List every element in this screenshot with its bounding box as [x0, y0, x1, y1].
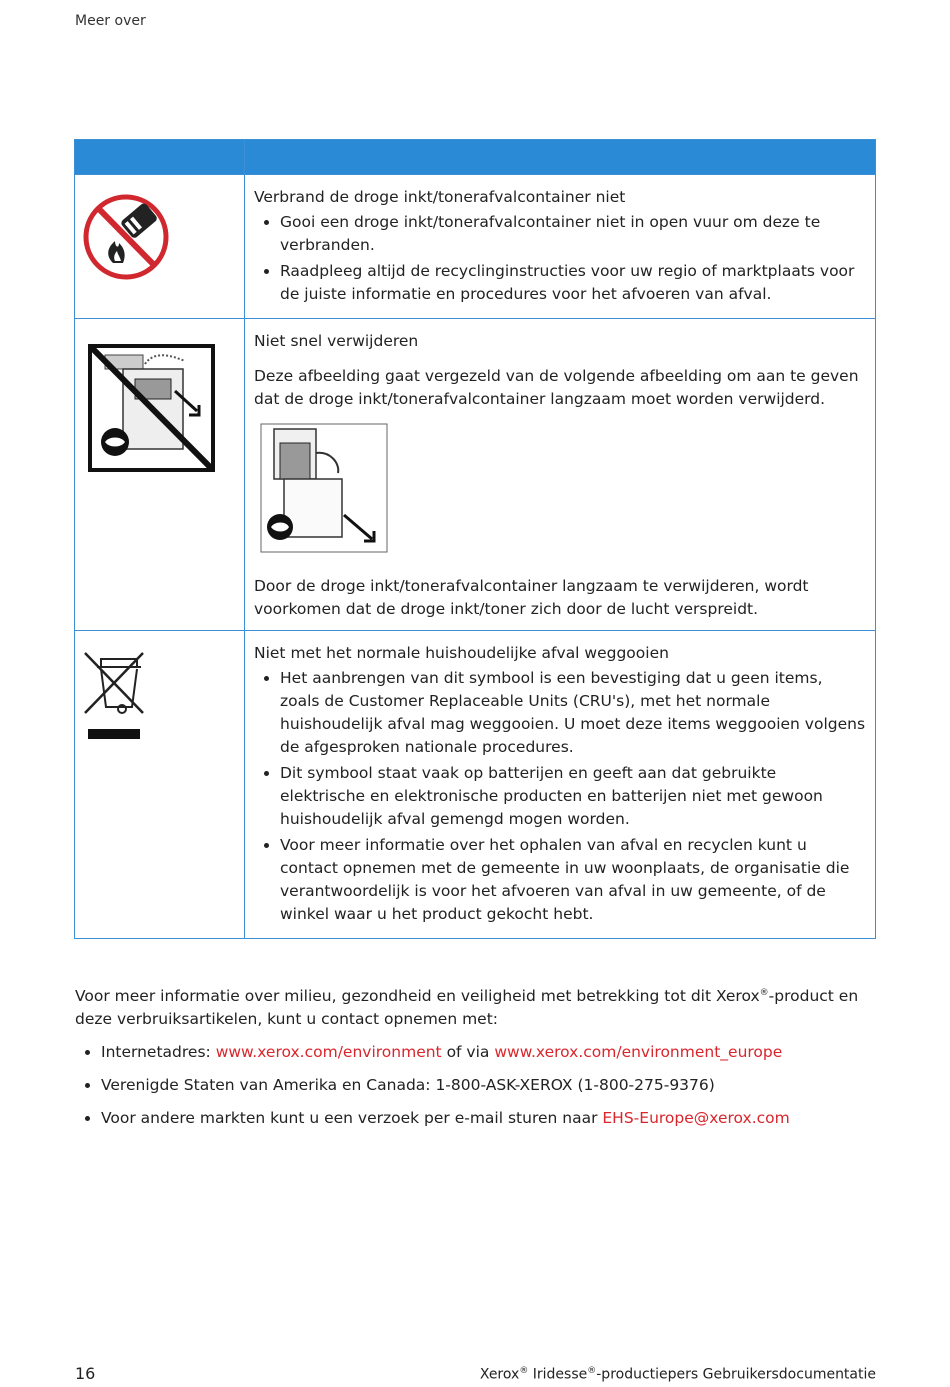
bullet-list [254, 667, 866, 926]
icon-cell [75, 319, 245, 631]
no-fire-icon [75, 175, 243, 288]
list-item: • Gooi een droge inkt/tonerafvalcontainer niet in open vuur om deze te verbranden. [280, 211, 866, 257]
document-title [480, 1366, 876, 1383]
icon-cell [75, 631, 245, 939]
weee-bin-icon [75, 631, 243, 751]
contact-intro [75, 982, 865, 1031]
list-item: • Dit symbool staat vaak op batterijen en geeft aan dat gebruikte elektrische en elektronische producten en batterijen niet met gewoon huishoudelijk afval gemengd mogen worden. [280, 762, 866, 831]
other-markets-label: Voor andere markten kunt u een verzoek per e-mail sturen naar [101, 1109, 603, 1128]
list-item: • Raadpleeg altijd de recyclinginstructies voor uw regio of marktplaats voor de juiste informatie en procedures voor het afvoeren van afval. [280, 260, 866, 306]
list-item: • Voor meer informatie over het ophalen van afval en recyclen kunt u contact opnemen met de gemeente in uw woonplaats, de organisatie die verantwoordelijk is voor het afvoeren van afval in uw gemeente, of de winkel waar u het product gekocht hebt. [280, 834, 866, 926]
description-cell [245, 319, 876, 631]
row-title: Verbrand de droge inkt/tonerafvalcontainer niet [254, 188, 626, 206]
registered-mark: ® [759, 988, 769, 998]
no-fast-removal-icon [75, 319, 243, 489]
environment-link[interactable]: www.xerox.com/environment [215, 1043, 442, 1062]
list-item [101, 1107, 865, 1130]
row-paragraph: Deze afbeelding gaat vergezeld van de volgende afbeelding om aan te geven dat de droge inkt/tonerafvalcontainer langzaam moet worden verwijderd. [254, 367, 859, 408]
table-row [75, 631, 876, 939]
contact-list [75, 1041, 865, 1130]
list-item: • Verenigde Staten van Amerika en Canada: 1-800-ASK-XEROX (1-800-275-9376) [101, 1074, 865, 1097]
registered-mark: ® [587, 1366, 597, 1376]
list-item [101, 1041, 865, 1064]
contact-section [75, 982, 865, 1140]
table-header-cell [245, 140, 876, 175]
link-separator: of via [441, 1043, 495, 1062]
slow-removal-icon [260, 423, 388, 553]
intro-text: Voor meer informatie over milieu, gezondheid en veiligheid met betrekking tot dit Xerox [75, 987, 760, 1006]
internet-label: Internetadres: [101, 1043, 216, 1062]
description-cell [245, 175, 876, 319]
icon-cell [75, 175, 245, 319]
environment-europe-link[interactable]: www.xerox.com/environment_europe [494, 1043, 783, 1062]
page-number: 16 [75, 1364, 96, 1383]
brand-text: Xerox [479, 1366, 520, 1383]
doc-type-text: -productiepers Gebruikersdocumentatie [596, 1366, 876, 1383]
row-title: Niet met het normale huishoudelijke afval weggooien [254, 644, 669, 662]
row-closing: Door de droge inkt/tonerafvalcontainer langzaam te verwijderen, wordt voorkomen dat de droge inkt/toner zich door de lucht verspreidt. [254, 577, 809, 618]
bullet-list [254, 211, 866, 306]
symbol-table [74, 139, 876, 939]
registered-mark: ® [519, 1366, 529, 1376]
description-cell [245, 631, 876, 939]
table-header-row [75, 140, 876, 175]
table-header-cell [75, 140, 245, 175]
row-title: Niet snel verwijderen [254, 332, 419, 350]
table-row [75, 175, 876, 319]
running-header: Meer over [75, 13, 146, 29]
product-text: Iridesse [528, 1366, 588, 1383]
table-row [75, 319, 876, 631]
intro-text: -product en deze verbruiksartikelen, kunt u contact opnemen met: [75, 987, 859, 1029]
list-item: • Het aanbrengen van dit symbool is een bevestiging dat u geen items, zoals de Customer Replaceable Units (CRU's), met het normale huishoudelijk afval mag weggooien. U moet deze items weggooien volgens de afgesproken nationale procedures. [280, 667, 866, 759]
email-link[interactable]: EHS-Europe@xerox.com [602, 1109, 790, 1128]
